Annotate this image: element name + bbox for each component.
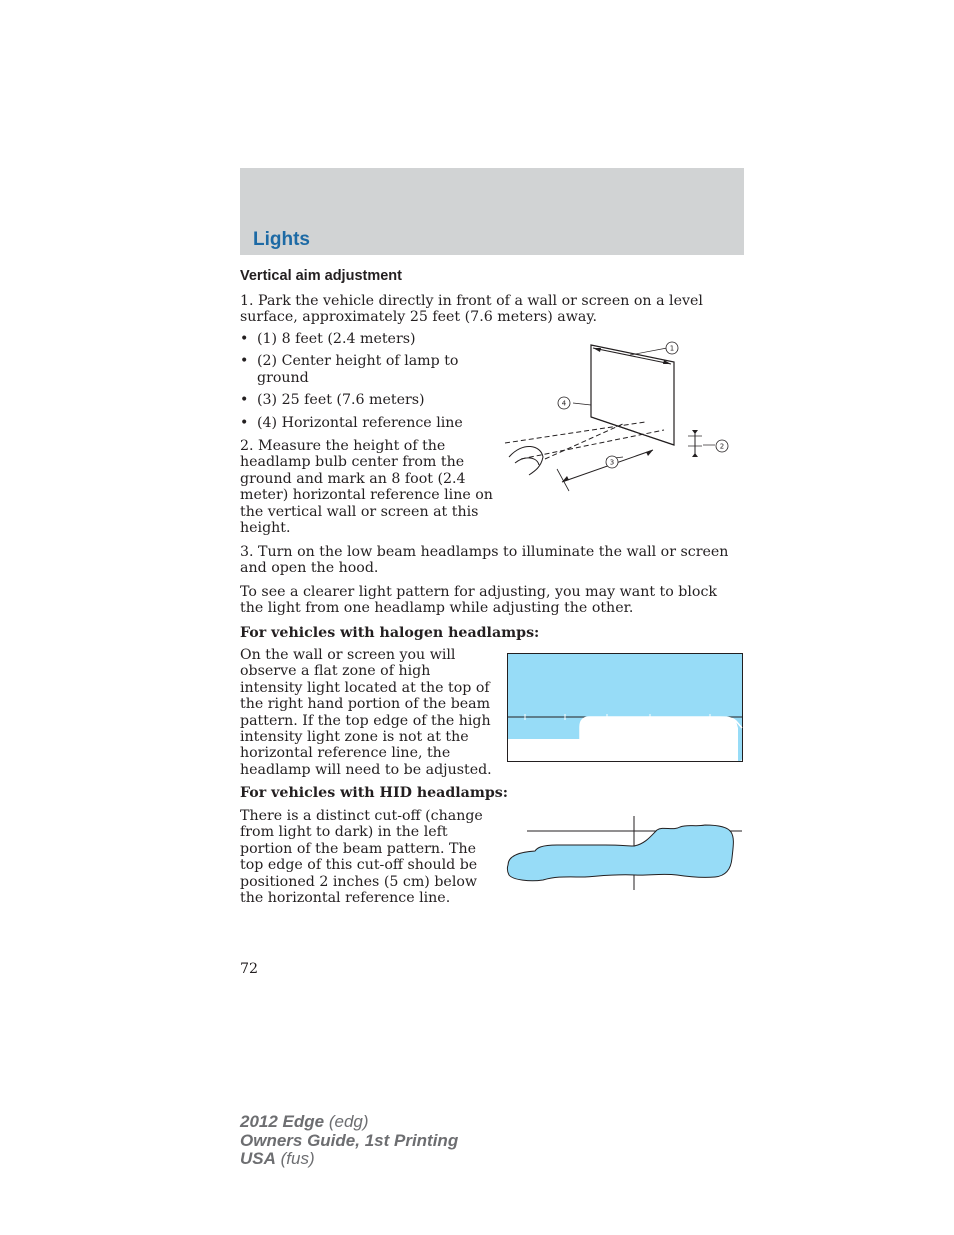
list-item: • (4) Horizontal reference line [240,415,480,431]
aim-geometry-diagram [505,335,745,495]
footer-guide: Owners Guide, 1st Printing [240,1130,459,1150]
hid-text: There is a distinct cut-off (change from light to dark) in the left portion of the beam pattern. The top edge of this cut-off should be positioned 2 inches (5 cm) below the horizontal reference line. [240,808,483,907]
callout-2-label: 2 [719,442,725,451]
footer-print-info [240,1113,458,1169]
section-header-band [240,168,744,255]
step-1-text: 1. Park the vehicle directly in front of a wall or screen on a level surface, approximately 25 feet (7.6 meters) away. [240,293,703,326]
callout-4-label: 4 [561,399,567,408]
step-3-text: 3. Turn on the low beam headlamps to illuminate the wall or screen and open the hood. [240,544,729,577]
footer-market: USA [240,1149,276,1168]
halogen-beam-pattern-diagram [507,653,743,762]
page-number: 72 [240,961,259,977]
step-2-text: 2. Measure the height of the headlamp bulb center from the ground and mark an 8 foot (2.4 meter) horizontal reference line on the vertical wall or screen at this height. [240,438,493,537]
footer-model: 2012 Edge [240,1112,325,1131]
hid-beam-pattern-diagram [505,814,745,894]
tip-text: To see a clearer light pattern for adjusting, you may want to block the light from one headlamp while adjusting the other. [240,584,718,617]
list-item: • (1) 8 feet (2.4 meters) [240,331,480,347]
callout-1-label: 1 [669,344,675,353]
footer-market-code: (fus) [280,1149,315,1168]
sub-heading: Vertical aim adjustment [240,268,402,284]
section-title: Lights [253,229,310,250]
callout-legend-list [240,331,480,437]
list-item: • (2) Center height of lamp to ground [240,353,480,386]
footer-model-code: (edg) [328,1112,369,1131]
halogen-text: On the wall or screen you will observe a flat zone of high intensity light located at the top of the right hand portion of the beam pattern. If the top edge of the high intensity light zone is not at the horizontal reference line, the headlamp will need to be adjusted. [240,647,492,778]
halogen-heading: For vehicles with halogen headlamps: [240,625,540,641]
beam-pattern-shape [507,825,733,881]
hid-heading: For vehicles with HID headlamps: [240,785,509,801]
callout-3-label: 3 [609,458,615,467]
list-item: • (3) 25 feet (7.6 meters) [240,392,480,408]
